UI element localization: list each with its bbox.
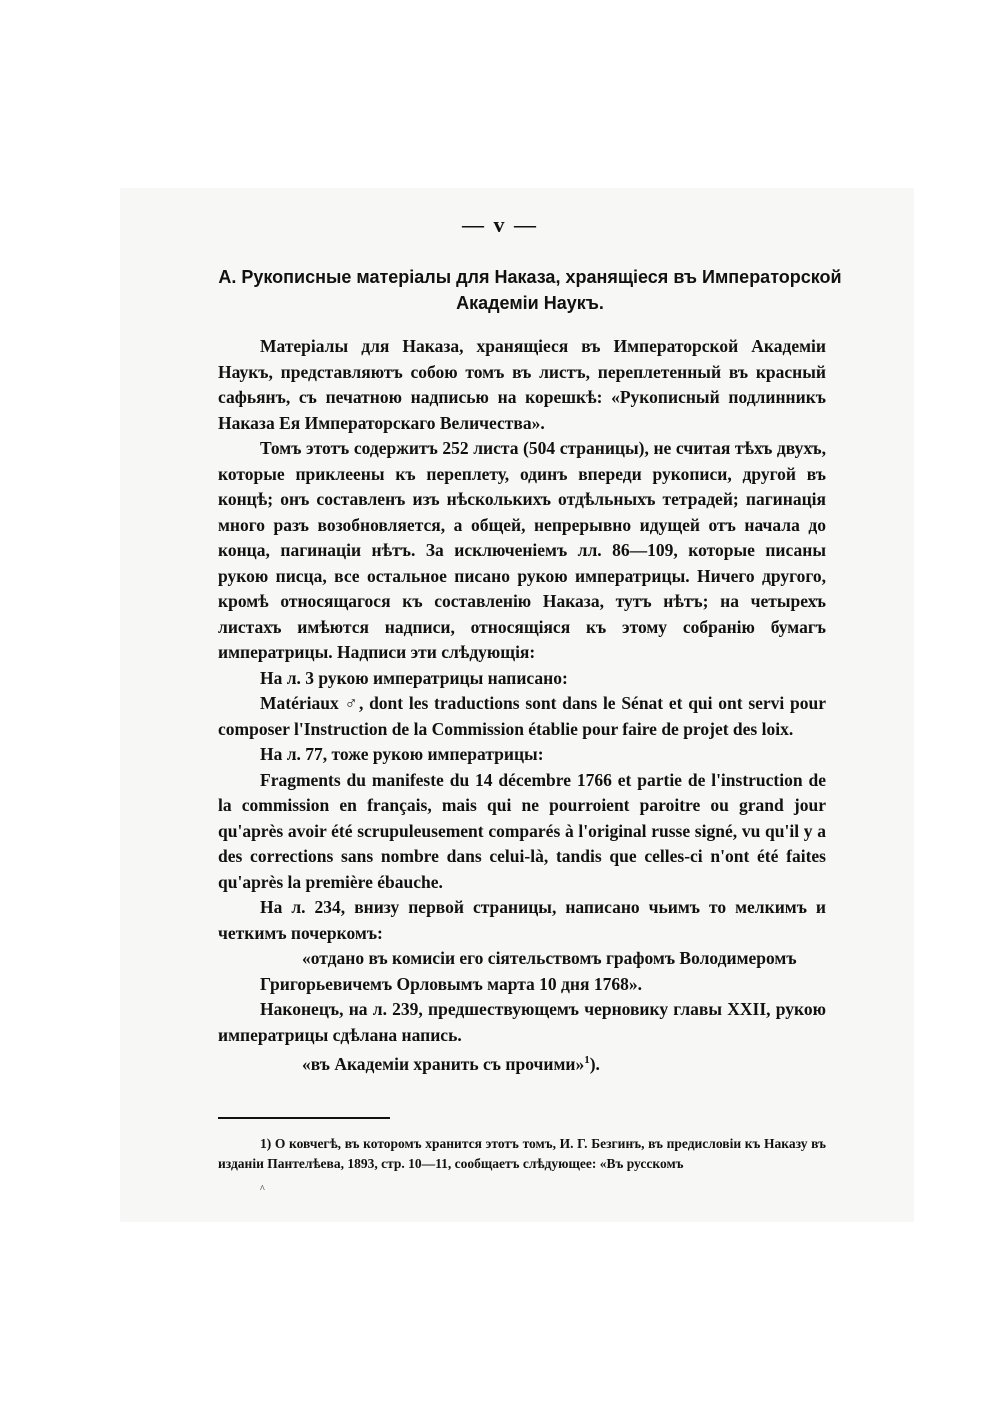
heading-line-2: Академіи Наукъ. [456, 293, 604, 313]
quote-text: «въ Академіи хранить съ прочими» [302, 1053, 585, 1074]
footnote-divider [218, 1117, 390, 1119]
heading-line-1: А. Рукописные матеріалы для Наказа, хранящіеся въ Императорской [218, 267, 842, 287]
paragraph-4: На л. 77, тоже рукою императрицы: [260, 744, 544, 764]
russian-quote-2 [218, 1048, 826, 1077]
paragraph-1: Матеріалы для Наказа, хранящіеся въ Императорской Академіи Наукъ, представляютъ собою томъ въ листъ, переплетенный въ красный сафьянъ, съ печатною надписью на корешкѣ: «Рукописный подлинникъ Наказа Ея Императорскаго Величества». [218, 336, 826, 433]
paragraph-5: На л. 234, внизу первой страницы, написано чьимъ то мелкимъ и четкимъ почеркомъ: [218, 897, 826, 943]
russian-quote-1: «отдано въ комисіи его сіятельствомъ графомъ Володимеромъ Григорьевичемъ Орловымъ марта 10 дня 1768». [260, 948, 797, 994]
footnote-ref: 1 [584, 1054, 590, 1066]
body-text [218, 334, 826, 1077]
scan-mark: ^ [260, 1184, 265, 1195]
french-quote-2: Fragments du manifeste du 14 décembre 1766 et partie de l'instruction de la commission en français, mais qui ne pourroient paroitre ou grand jour qu'après avoir été scrupuleusement comparés à l'original russe signé, vu qu'il y a des corrections sans nombre dans celui-là, tandis que celles-ci n'ont été faites qu'après la première ébauche. [218, 769, 826, 892]
footnote: 1) О ковчегѣ, въ которомъ хранится этотъ томъ, И. Г. Безгинъ, въ предисловіи къ Наказу въ изданіи Пантелѣева, 1893, стр. 10—11, сообщаетъ слѣдующее: «Въ русскомъ [218, 1136, 826, 1171]
page-number: — v — [462, 212, 538, 237]
quote-end: ). [589, 1053, 600, 1074]
paragraph-2: Томъ этотъ содержитъ 252 листа (504 страницы), не считая тѣхъ двухъ, которые приклеены къ переплету, одинъ впереди рукописи, другой въ концѣ; онъ составленъ изъ нѣсколькихъ отдѣльныхъ тетрадей; пагинація много разъ возобновляется, а общей, непрерывно идущей отъ начала до конца, пагинаціи нѣтъ. За исключеніемъ лл. 86—109, которые писаны рукою писца, все остальное писано рукою императрицы. Ничего другого, кромѣ относящагося къ составленію Наказа, тутъ нѣтъ; на четырехъ листахъ имѣются надписи, относящіяся къ этому собранію бумагъ императрицы. Надписи эти слѣдующія: [218, 438, 826, 662]
section-heading [200, 264, 860, 316]
paragraph-6: Наконецъ, на л. 239, предшествующемъ черновику главы XXII, рукою императрицы сдѣлана напись. [218, 999, 826, 1045]
french-quote-1: Matériaux ♂, dont les traductions sont dans le Sénat et qui ont servi pour composer l'Instruction de la Commission établie pour faire de projet des loix. [218, 693, 826, 739]
paragraph-3: На л. 3 рукою императрицы написано: [260, 667, 568, 688]
